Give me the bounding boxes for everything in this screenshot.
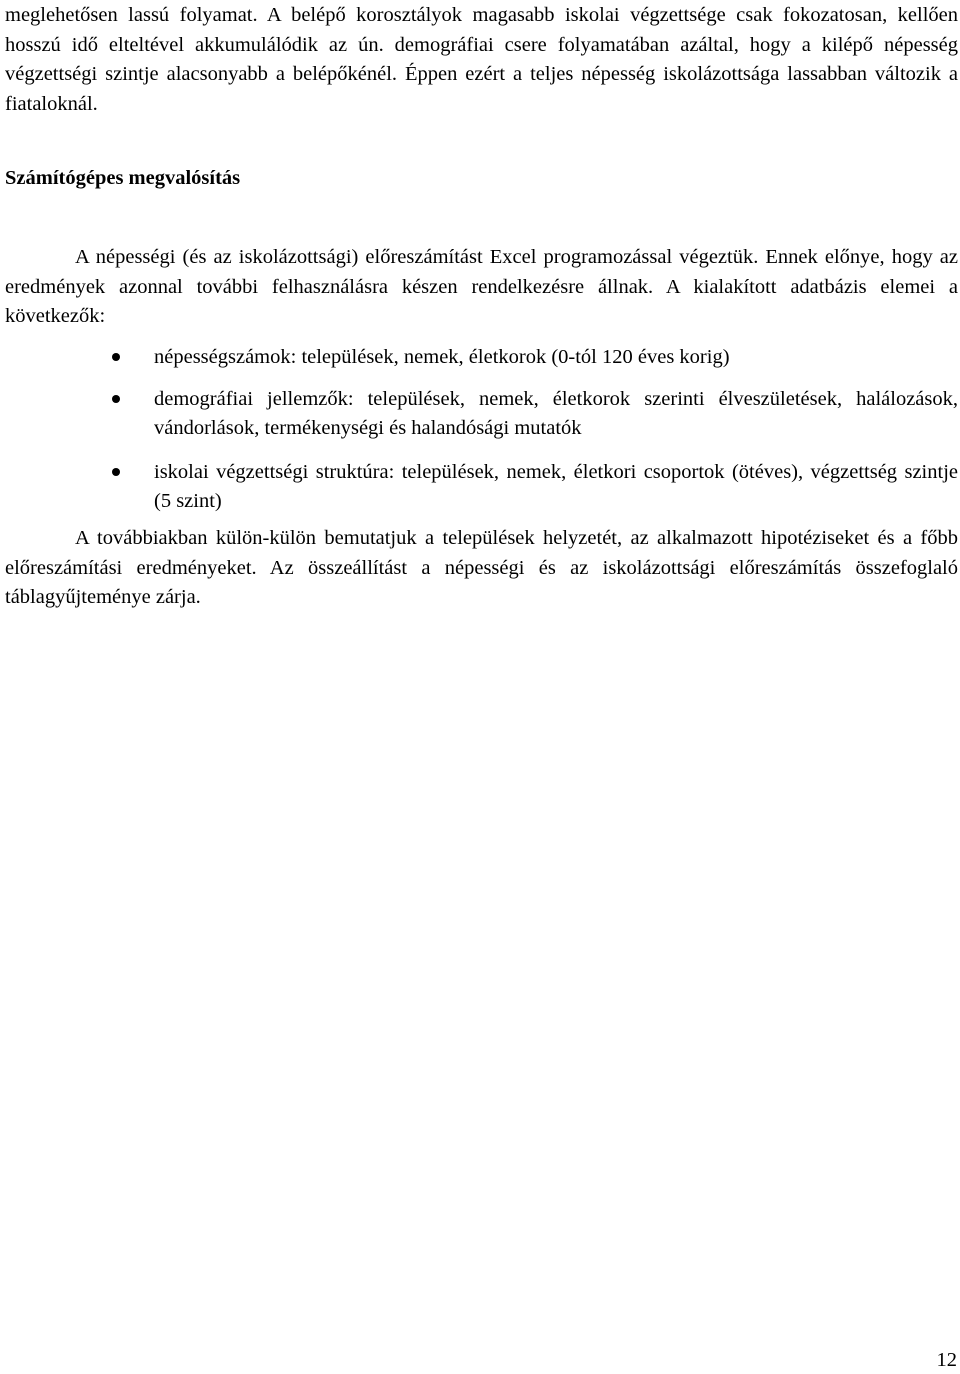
- closing-paragraph: A továbbiakban külön-külön bemutatjuk a települések helyzetét, az alkalmazott hipotéziseket és a főbb előreszámítási eredményeket. Az összeállítást a népességi és az iskolázottsági előreszámítás összefoglaló táblagyűjteménye zárja.: [5, 527, 958, 608]
- bullet-icon: [112, 468, 120, 476]
- section-heading: Számítógépes megvalósítás: [5, 167, 241, 189]
- list-item: [5, 385, 958, 444]
- list-item: [5, 458, 958, 517]
- intro-paragraph: meglehetősen lassú folyamat. A belépő korosztályok magasabb iskolai végzettsége csak fokozatosan, kellően hosszú idő elteltével akkumulálódik az ún. demográfiai csere folyamatában azáltal, hogy a kilépő népesség végzettségi szintje alacsonyabb a belépőkénél. Éppen ezért a teljes népesség iskolázottsága lassabban változik a fiataloknál.: [5, 4, 958, 115]
- list-item: [5, 343, 958, 373]
- list-item-text: népességszámok: települések, nemek, életkorok (0-tól 120 éves korig): [154, 346, 730, 368]
- database-elements-list: [5, 343, 958, 529]
- list-item-text: demográfiai jellemzők: települések, nemek, életkorok szerinti élveszületések, halálozások, vándorlások, termékenységi és halandósági mutatók: [154, 387, 958, 439]
- bullet-icon: [112, 353, 120, 361]
- page-number: 12: [936, 1349, 957, 1371]
- list-item-text: iskolai végzettségi struktúra: települések, nemek, életkori csoportok (ötéves), végzettség szintje (5 szint): [154, 460, 958, 512]
- bullet-icon: [112, 395, 120, 403]
- section-paragraph: A népességi (és az iskolázottsági) előreszámítást Excel programozással végeztük. Ennek előnye, hogy az eredmények azonnal további felhasználásra készen rendelkezésre állnak. A kialakított adatbázis elemei a következők:: [5, 246, 958, 327]
